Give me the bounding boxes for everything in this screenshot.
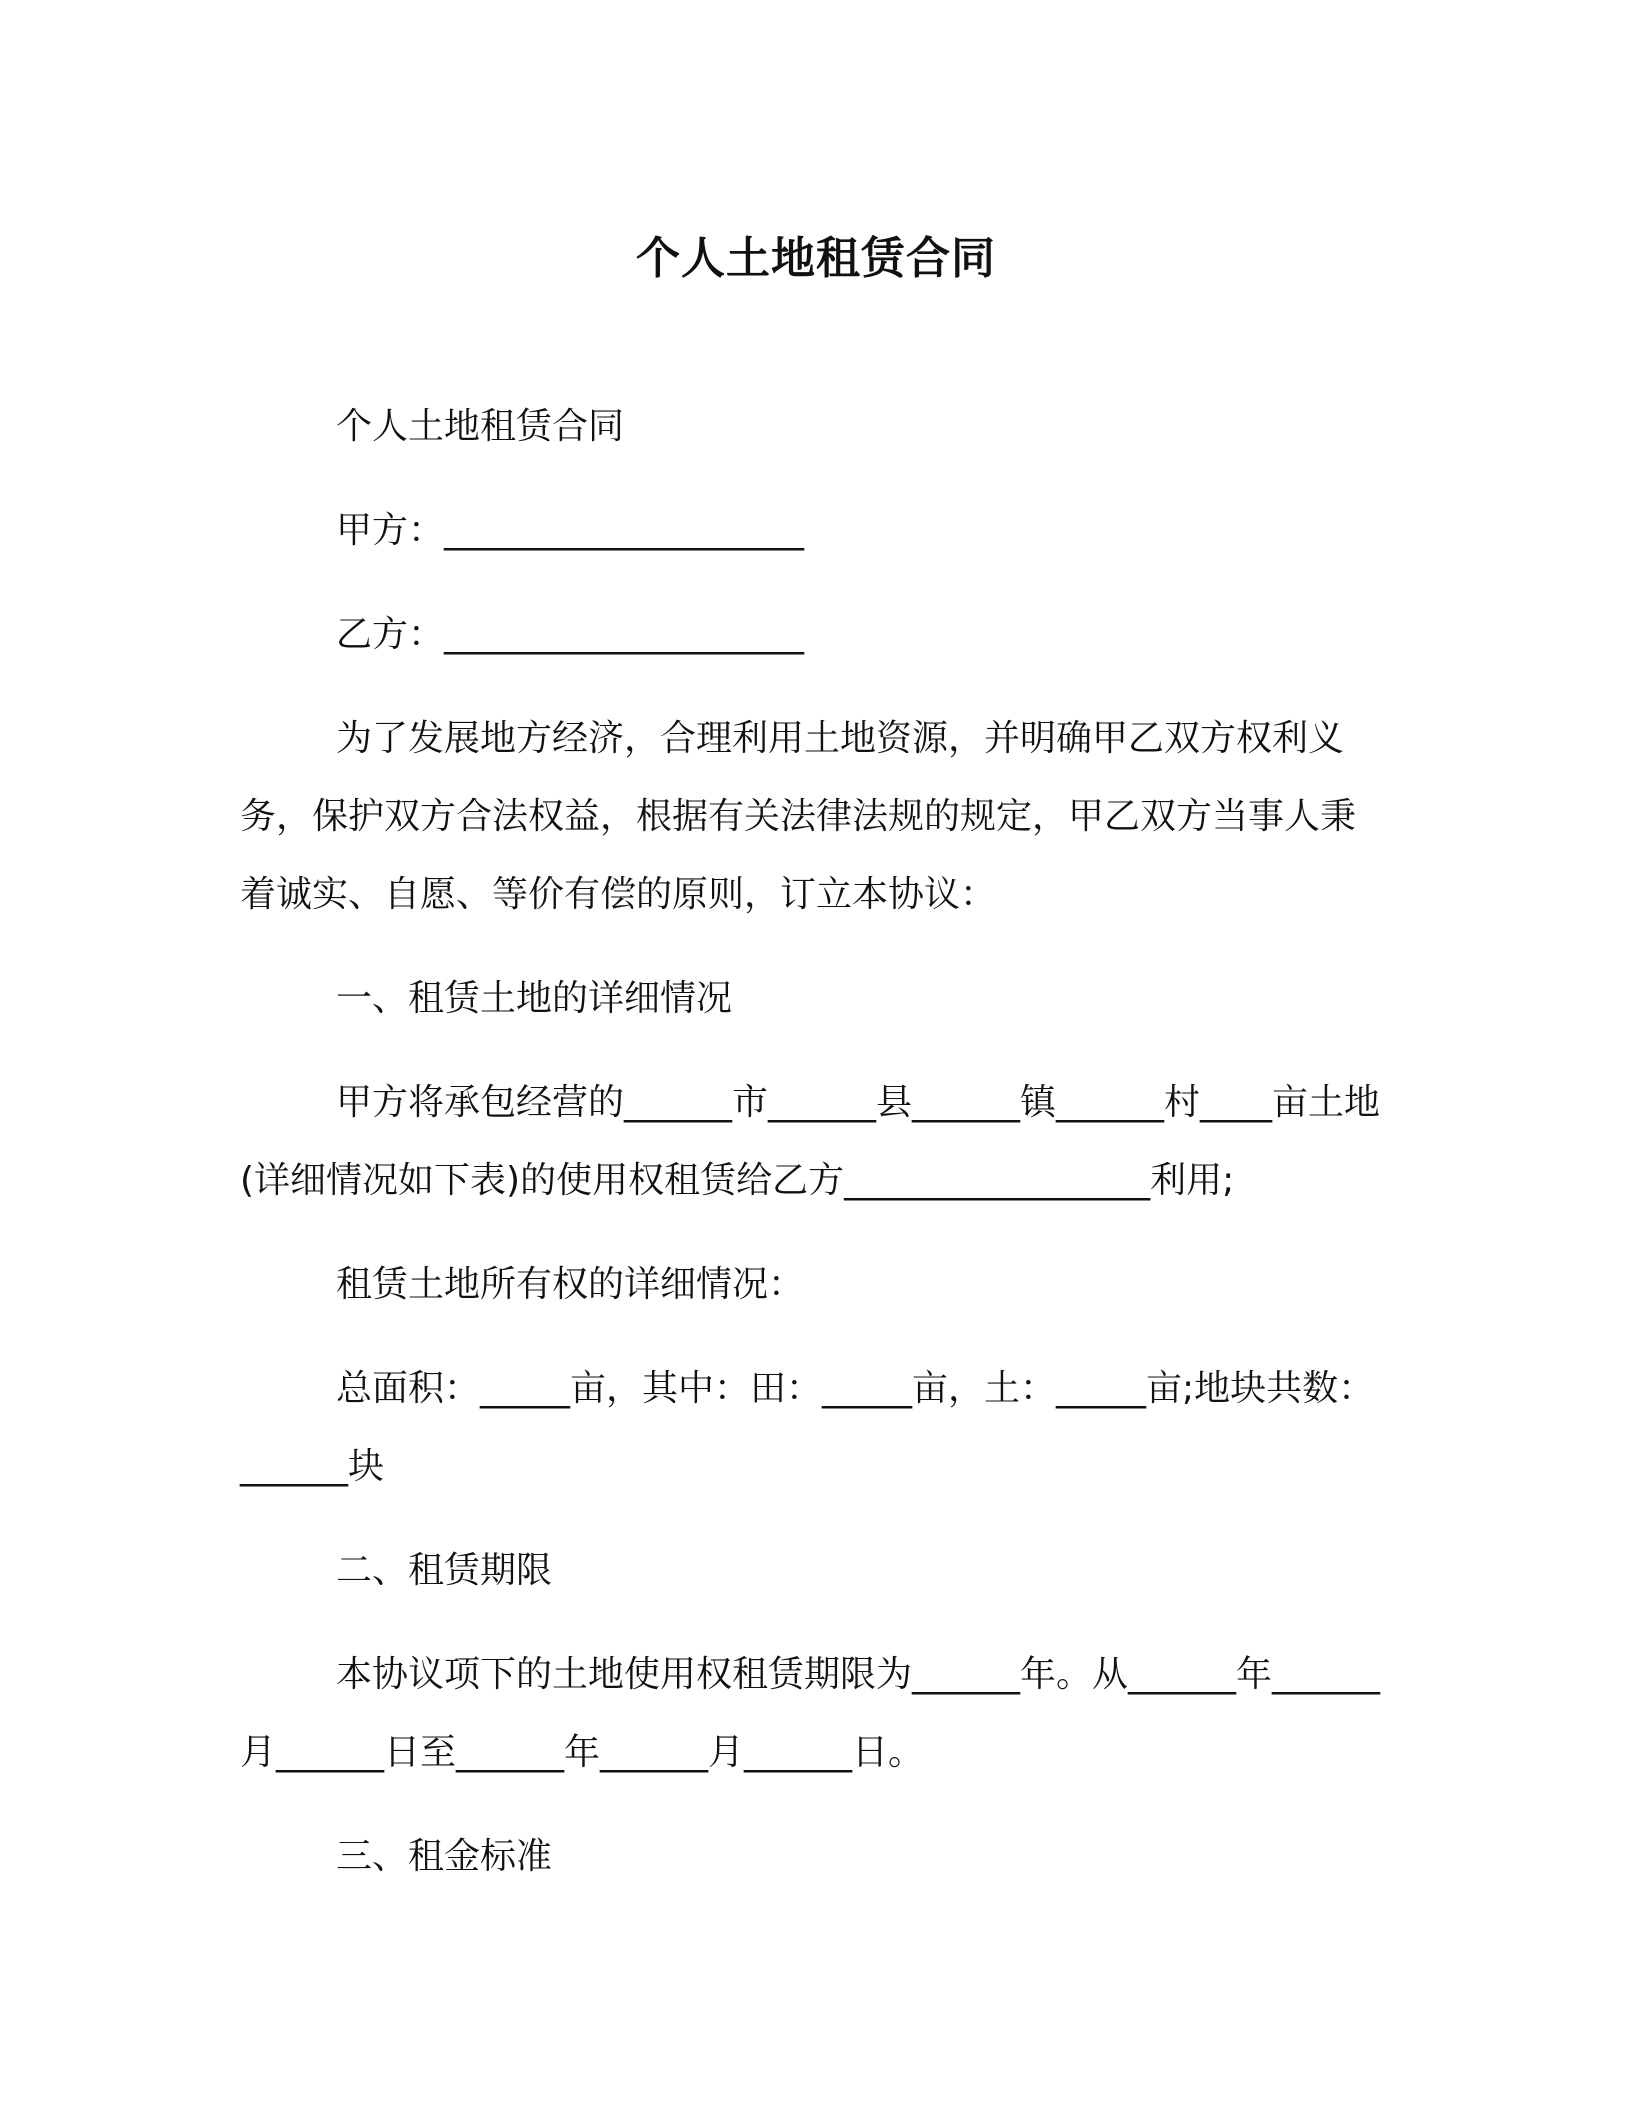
section-heading-3: 三、租金标准 [336,1836,553,1877]
document-body [240,388,1390,1896]
subtitle-paragraph: 个人土地租赁合同 [336,406,625,447]
party-a-line: 甲方：____________________ [336,510,805,551]
section-heading-2: 二、租赁期限 [336,1550,553,1591]
section-heading-1: 一、租赁土地的详细情况 [336,978,733,1019]
term-paragraph: 本协议项下的土地使用权租赁期限为______年。从______年______月______日至______年______月______日。 [240,1654,1381,1773]
document-title: 个人土地租赁合同 [636,233,996,284]
party-b-line: 乙方：____________________ [336,614,805,655]
area-paragraph: 总面积：_____亩，其中：田：_____亩，土：_____亩;地块共数：______块 [240,1368,1375,1487]
land-location-paragraph: 甲方将承包经营的______市______县______镇______村____亩土地(详细情况如下表)的使用权租赁给乙方_________________利用; [240,1082,1381,1201]
ownership-heading: 租赁土地所有权的详细情况： [336,1264,805,1305]
preamble-paragraph: 为了发展地方经济，合理利用土地资源，并明确甲乙双方权利义务，保护双方合法权益，根据有关法律法规的规定，甲乙双方当事人秉着诚实、自愿、等价有偿的原则，订立本协议： [240,718,1357,915]
